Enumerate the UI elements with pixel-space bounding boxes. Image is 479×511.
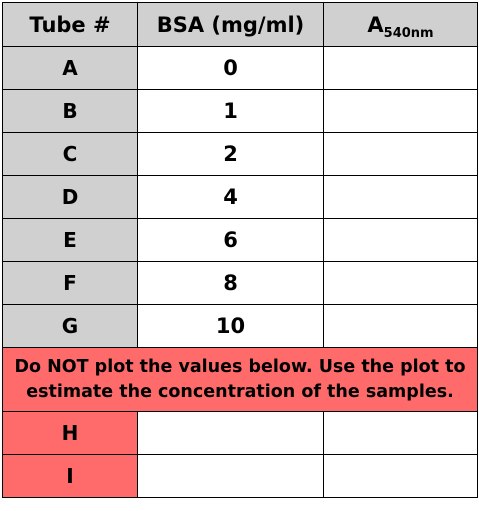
bsa-value: 1 bbox=[138, 90, 324, 133]
note-row bbox=[3, 348, 478, 412]
bsa-standard-table bbox=[2, 2, 478, 498]
header-bsa: BSA (mg/ml) bbox=[138, 3, 324, 47]
table-row bbox=[3, 133, 478, 176]
absorbance-cell[interactable] bbox=[324, 219, 478, 262]
absorbance-cell[interactable] bbox=[324, 412, 478, 455]
bsa-value[interactable] bbox=[138, 412, 324, 455]
tube-label: D bbox=[3, 176, 138, 219]
absorbance-cell[interactable] bbox=[324, 133, 478, 176]
bsa-value: 8 bbox=[138, 262, 324, 305]
absorbance-cell[interactable] bbox=[324, 176, 478, 219]
bsa-value: 4 bbox=[138, 176, 324, 219]
table-row bbox=[3, 412, 478, 455]
bsa-value: 0 bbox=[138, 47, 324, 90]
tube-label: C bbox=[3, 133, 138, 176]
absorbance-symbol: A bbox=[367, 12, 384, 37]
header-absorbance bbox=[324, 3, 478, 47]
tube-label: F bbox=[3, 262, 138, 305]
absorbance-cell[interactable] bbox=[324, 455, 478, 498]
tube-label: I bbox=[3, 455, 138, 498]
absorbance-cell[interactable] bbox=[324, 47, 478, 90]
table-row bbox=[3, 262, 478, 305]
table-row bbox=[3, 305, 478, 348]
header-row bbox=[3, 3, 478, 47]
table-row bbox=[3, 176, 478, 219]
bsa-value[interactable] bbox=[138, 455, 324, 498]
table-row bbox=[3, 90, 478, 133]
plot-warning-note: Do NOT plot the values below. Use the plot to estimate the concentration of the samples. bbox=[3, 348, 478, 412]
tube-label: E bbox=[3, 219, 138, 262]
tube-label: A bbox=[3, 47, 138, 90]
tube-label: B bbox=[3, 90, 138, 133]
table-row bbox=[3, 219, 478, 262]
tube-label: H bbox=[3, 412, 138, 455]
absorbance-cell[interactable] bbox=[324, 262, 478, 305]
table-row bbox=[3, 455, 478, 498]
tube-label: G bbox=[3, 305, 138, 348]
absorbance-cell[interactable] bbox=[324, 90, 478, 133]
table-row bbox=[3, 47, 478, 90]
absorbance-wavelength: 540nm bbox=[383, 25, 434, 41]
absorbance-cell[interactable] bbox=[324, 305, 478, 348]
bsa-value: 6 bbox=[138, 219, 324, 262]
bsa-value: 10 bbox=[138, 305, 324, 348]
bsa-value: 2 bbox=[138, 133, 324, 176]
header-tube: Tube # bbox=[3, 3, 138, 47]
